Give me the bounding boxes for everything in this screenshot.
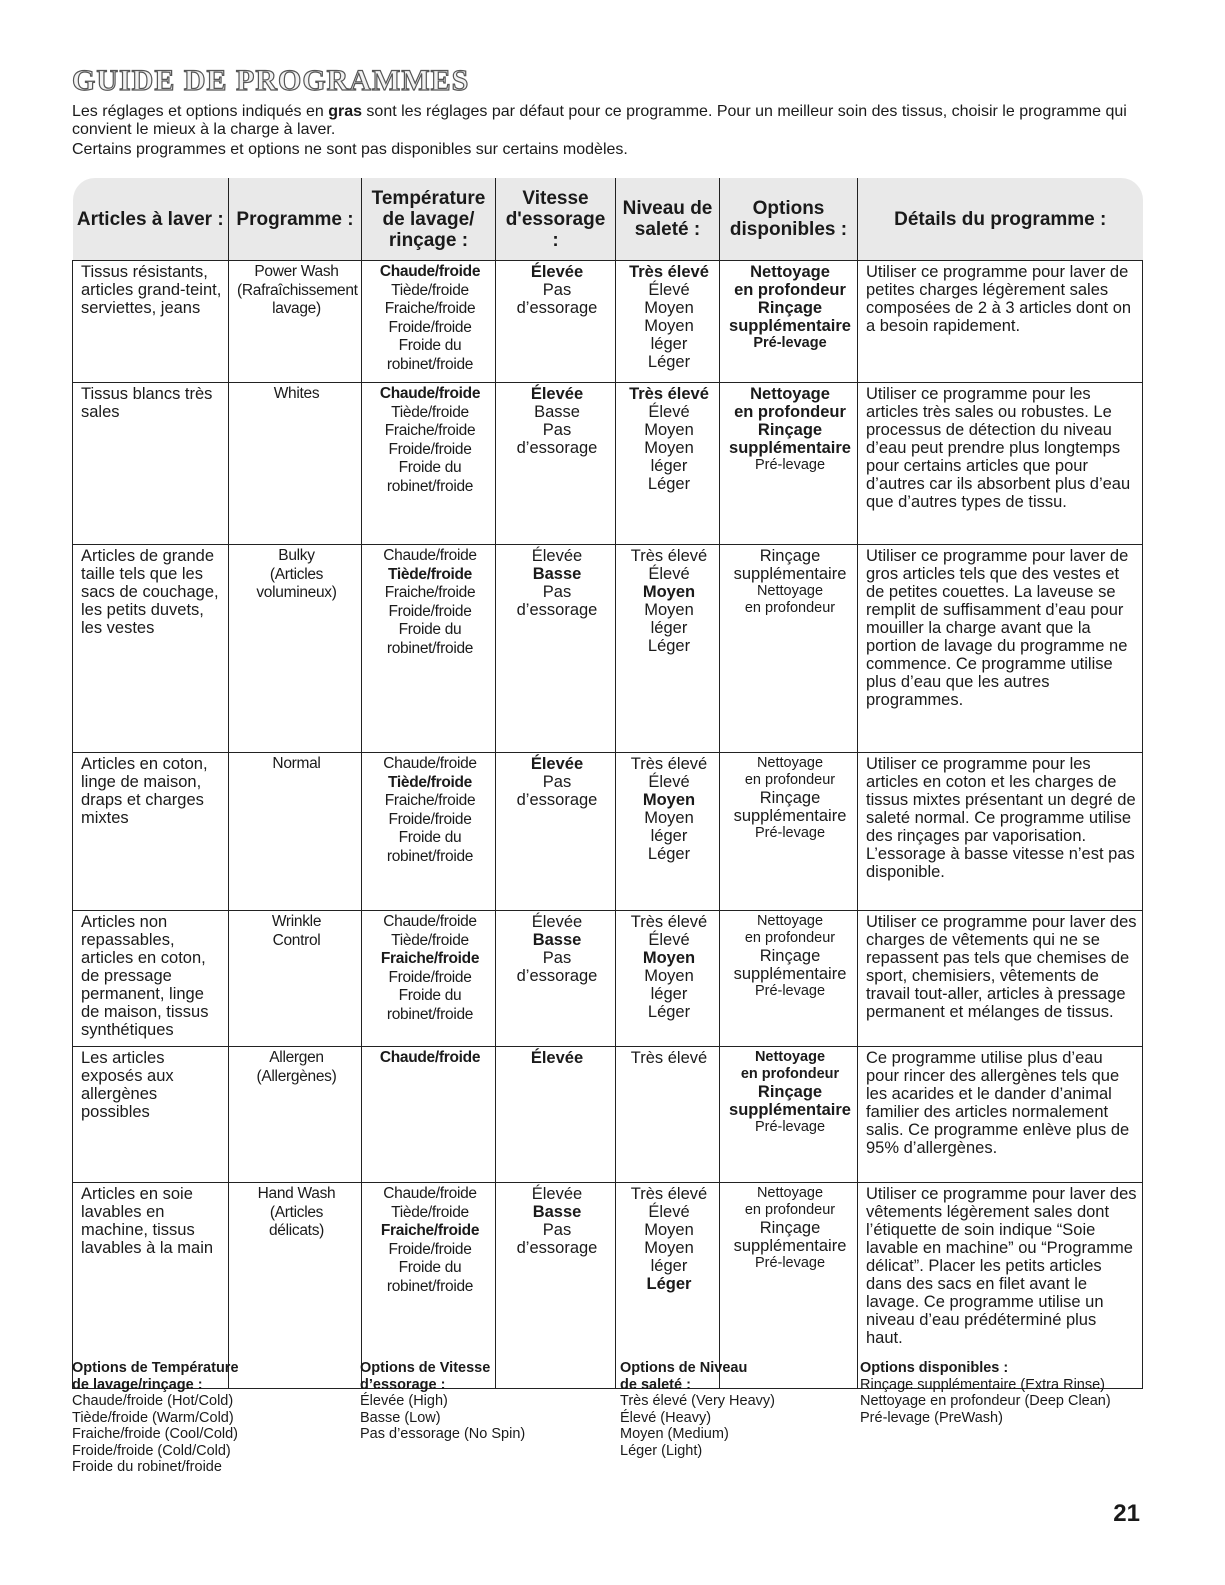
table-row — [73, 545, 1143, 753]
soil-level-cell — [616, 1183, 720, 1389]
soil-value: Très élevé — [629, 385, 709, 403]
temp-value: Tiède/froide — [391, 403, 469, 421]
options-value: Rinçage — [759, 789, 821, 807]
legend-temperature: Options de Température de lavage/rinçage : Chaude/froide (Hot/Cold) Tiède/froide (Warm/Cold) Fraiche/froide (Cool/Cold) Froide/froide (Cold/Cold) Froide du robinet/froide — [72, 1360, 239, 1475]
speed-value: Élevée — [530, 263, 584, 281]
soil-level-cell — [616, 383, 720, 545]
soil-value: Léger — [647, 353, 691, 371]
spin-speed-cell — [496, 261, 616, 383]
details-cell: Ce programme utilise plus d’eau pour rincer des allergènes tels que les acarides et le dander d’animal familier des articles normalement salis. Ce programme enlève plus de 95% d’allergènes. — [858, 1047, 1143, 1183]
speed-value: d’essorage — [516, 601, 598, 619]
options-cell — [720, 1047, 858, 1183]
temp-value: Tiède/froide — [388, 565, 472, 583]
programme-cell — [229, 545, 362, 753]
articles-cell: Tissus résistants, articles grand-teint, serviettes, jeans — [73, 261, 229, 383]
speed-value: d’essorage — [516, 1239, 598, 1257]
options-cell — [720, 545, 858, 753]
soil-value: Moyen léger — [644, 317, 694, 353]
temp-value: Froide/froide — [388, 968, 472, 986]
soil-value: Léger — [647, 1003, 691, 1021]
soil-value: Moyen — [642, 949, 696, 967]
temperature-cell — [362, 261, 496, 383]
table-row — [73, 1183, 1143, 1389]
soil-value: Élevé — [648, 931, 690, 949]
intro-text — [72, 103, 1152, 159]
temp-value: Tiède/froide — [388, 773, 472, 791]
temp-value: Fraiche/froide — [384, 792, 476, 809]
soil-level-cell — [616, 1047, 720, 1183]
temp-value: Chaude/froide — [379, 385, 481, 402]
details-cell: Utiliser ce programme pour laver des vêtements légèrement sales dont l’étiquette de soin indique “Soie lavable en machine” ou “Programme délicat”. Placer les petits articles dans des sacs en filet avant le lavage. Ce programme utilise un niveau d’eau prédéterminé plus haut. — [858, 1183, 1143, 1389]
table-row — [73, 1047, 1143, 1183]
options-value: supplémentaire — [729, 317, 851, 335]
options-value: en profondeur — [734, 281, 846, 299]
speed-value: Basse — [532, 565, 582, 583]
articles-cell: Tissus blancs très sales — [73, 383, 229, 545]
speed-value: Basse — [532, 931, 582, 949]
details-cell: Utiliser ce programme pour laver des charges de vêtements qui ne se repassent pas tels que chemises de sport, chemisiers, vêtements de travail tout-aller, articles à pressage permanent et mélanges de tissus. — [858, 911, 1143, 1047]
page-number: 21 — [1113, 1500, 1140, 1527]
soil-level-cell — [616, 911, 720, 1047]
header-soil-level: Niveau de saleté : — [616, 178, 720, 261]
articles-cell: Articles en coton, linge de maison, draps et charges mixtes — [73, 753, 229, 911]
options-value: Rinçage — [759, 547, 821, 565]
temp-value: robinet/froide — [386, 477, 474, 495]
soil-value: Très élevé — [630, 755, 708, 773]
programme-cell — [229, 1183, 362, 1389]
soil-level-cell — [616, 545, 720, 753]
details-cell: Utiliser ce programme pour les articles très sales ou robustes. Le processus de détection du niveau d’eau peut prendre plus longtemps pour certains articles que pour d’autres car ils absorbent plus d’eau que d’autres types de tissu. — [858, 383, 1143, 545]
programme-cell — [229, 753, 362, 911]
spin-speed-cell — [496, 753, 616, 911]
soil-level-cell — [616, 261, 720, 383]
legend-options: Options disponibles : Rinçage supplémentaire (Extra Rinse) Nettoyage en profondeur (Deep Clean) Pré-levage (PreWash) — [860, 1360, 1111, 1426]
header-spin-speed: Vitesse d'essorage : — [496, 178, 616, 261]
temp-value: Fraiche/froide — [380, 950, 480, 967]
soil-level-cell — [616, 753, 720, 911]
soil-value: Moyen léger — [644, 439, 694, 475]
temp-value: Fraiche/froide — [380, 1222, 480, 1239]
articles-cell: Articles de grande taille tels que les sacs de couchage, les petits duvets, les vestes — [73, 545, 229, 753]
table-row — [73, 383, 1143, 545]
options-cell — [720, 261, 858, 383]
spin-speed-cell — [496, 545, 616, 753]
articles-cell: Articles en soie lavables en machine, tissus lavables à la main — [73, 1183, 229, 1389]
speed-value: d’essorage — [516, 299, 598, 317]
soil-value: Très élevé — [630, 1185, 708, 1203]
options-value: Rinçage — [757, 299, 823, 317]
programme-cell — [229, 1047, 362, 1183]
soil-value: Élevé — [648, 403, 690, 421]
temp-value: Froide/froide — [388, 440, 472, 458]
options-value: Nettoyage — [756, 583, 824, 599]
programme-name: (Allergènes) — [256, 1067, 337, 1085]
speed-value: Pas — [542, 583, 572, 601]
table-row — [73, 911, 1143, 1047]
programme-name: délicats) — [268, 1222, 325, 1239]
options-value: Pré-levage — [753, 335, 827, 351]
soil-value: Léger — [646, 1275, 692, 1293]
temp-value: robinet/froide — [386, 847, 474, 865]
temp-value: Froide du — [398, 337, 462, 354]
temp-value: Chaude/froide — [383, 547, 477, 564]
temp-value: Froide du — [398, 621, 462, 638]
soil-value: Moyen — [644, 299, 694, 317]
programme-name: (Articles — [269, 565, 324, 583]
options-value: Rinçage — [759, 947, 821, 965]
temperature-cell — [362, 1183, 496, 1389]
soil-value: Élevé — [648, 565, 690, 583]
temperature-cell — [362, 753, 496, 911]
programme-name: Whites — [273, 385, 320, 402]
temp-value: Froide/froide — [388, 318, 472, 336]
programme-name: (Articles — [269, 1203, 324, 1221]
details-cell: Utiliser ce programme pour laver de petites charges légèrement sales composées de 2 à 3 articles dont on a besoin rapidement. — [858, 261, 1143, 383]
options-value: supplémentaire — [729, 439, 851, 457]
soil-value: Léger — [647, 637, 691, 655]
options-value: Nettoyage — [756, 1185, 824, 1201]
temp-value: Froide/froide — [388, 1240, 472, 1258]
options-value: en profondeur — [740, 1066, 840, 1082]
options-cell — [720, 753, 858, 911]
soil-value: Élevé — [648, 281, 690, 299]
options-value: supplémentaire — [729, 1101, 851, 1119]
programme-name: volumineux) — [256, 584, 337, 601]
soil-value: Moyen — [642, 583, 696, 601]
options-value: Rinçage — [759, 1219, 821, 1237]
soil-value: Moyen léger — [644, 1239, 694, 1275]
program-guide-table — [72, 178, 1143, 1389]
temp-value: Fraiche/froide — [384, 584, 476, 601]
programme-cell — [229, 911, 362, 1047]
programme-name: (Rafraîchissement — [237, 281, 358, 299]
temperature-cell — [362, 545, 496, 753]
temp-value: Froide du — [398, 829, 462, 846]
programme-name: Control — [272, 931, 321, 949]
soil-value: Léger — [647, 475, 691, 493]
options-value: Nettoyage — [756, 913, 824, 929]
programme-name: Wrinkle — [271, 913, 322, 930]
temp-value: robinet/froide — [386, 1005, 474, 1023]
legend-spin-speed: Options de Vitesse d’essorage : Élevée (High) Basse (Low) Pas d’essorage (No Spin) — [360, 1360, 526, 1442]
soil-value: Élevé — [648, 773, 690, 791]
soil-value: Moyen — [644, 1221, 694, 1239]
spin-speed-cell — [496, 1047, 616, 1183]
speed-value: Élevée — [530, 385, 584, 403]
programme-name: Bulky — [278, 547, 315, 564]
speed-value: d’essorage — [516, 439, 598, 457]
temp-value: Tiède/froide — [391, 1203, 469, 1221]
options-value: Nettoyage — [750, 385, 830, 403]
table-header-row — [73, 178, 1143, 261]
soil-value: Élevé — [648, 1203, 690, 1221]
speed-value: d’essorage — [516, 967, 598, 985]
speed-value: Basse — [534, 403, 580, 421]
legend-soil-level: Options de Niveau de saleté : Très élevé (Very Heavy) Élevé (Heavy) Moyen (Medium) Léger (Light) — [620, 1360, 775, 1459]
programme-name: Hand Wash — [257, 1185, 336, 1202]
options-value: supplémentaire — [733, 1237, 847, 1255]
temp-value: Tiède/froide — [391, 931, 469, 949]
soil-value: Très élevé — [630, 913, 708, 931]
page-title: GUIDE DE PROGRAMMES — [72, 64, 470, 97]
soil-value: Moyen léger — [644, 809, 694, 845]
spin-speed-cell — [496, 911, 616, 1047]
options-value: Nettoyage — [756, 755, 824, 771]
options-value: Rinçage — [757, 421, 823, 439]
temp-value: robinet/froide — [386, 355, 474, 373]
options-cell — [720, 383, 858, 545]
speed-value: Élevée — [531, 913, 583, 931]
speed-value: Pas — [542, 773, 572, 791]
details-cell: Utiliser ce programme pour les articles en coton et les charges de tissus mixtes présentant un degré de saleté normal. Ce programme utilise des rinçages par vaporisation. L’essorage à basse vitesse n’est pas disponible. — [858, 753, 1143, 911]
temp-value: Chaude/froide — [379, 1049, 481, 1066]
temp-value: robinet/froide — [386, 639, 474, 657]
temp-value: Tiède/froide — [391, 281, 469, 299]
options-value: Rinçage — [757, 1083, 823, 1101]
speed-value: Pas — [542, 421, 572, 439]
table-row — [73, 753, 1143, 911]
options-value: Pré-levage — [754, 1255, 826, 1271]
programme-name: Normal — [272, 755, 321, 772]
header-articles: Articles à laver : — [73, 178, 229, 261]
soil-value: Moyen léger — [644, 967, 694, 1003]
temp-value: Chaude/froide — [383, 913, 477, 930]
options-value: en profondeur — [744, 930, 836, 946]
programme-name: Power Wash — [254, 263, 339, 280]
soil-value: Léger — [647, 845, 691, 863]
options-value: Nettoyage — [754, 1049, 826, 1065]
temp-value: robinet/froide — [386, 1277, 474, 1295]
speed-value: Pas — [542, 281, 572, 299]
temperature-cell — [362, 911, 496, 1047]
soil-value: Moyen — [642, 791, 696, 809]
intro-line-2: Certains programmes et options ne sont pas disponibles sur certains modèles. — [72, 141, 628, 158]
temp-value: Froide du — [398, 459, 462, 476]
options-value: supplémentaire — [733, 807, 847, 825]
articles-cell: Les articles exposés aux allergènes possibles — [73, 1047, 229, 1183]
options-value: en profondeur — [734, 403, 846, 421]
soil-value: Moyen — [644, 421, 694, 439]
header-options: Options disponibles : — [720, 178, 858, 261]
speed-value: Élevée — [530, 1049, 584, 1067]
soil-value: Moyen léger — [644, 601, 694, 637]
details-cell: Utiliser ce programme pour laver de gros articles tels que des vestes et de petites couettes. La laveuse se remplit de suffisamment d’eau pour mouiller la charge avant que la portion de lavage du programme ne commence. Ce programme utilise plus d’eau que les autres programmes. — [858, 545, 1143, 753]
options-value: Nettoyage — [750, 263, 830, 281]
speed-value: d’essorage — [516, 791, 598, 809]
soil-value: Très élevé — [630, 547, 708, 565]
temperature-cell — [362, 1047, 496, 1183]
speed-value: Élevée — [530, 755, 584, 773]
header-temperature: Température de lavage/ rinçage : — [362, 178, 496, 261]
soil-value: Très élevé — [629, 263, 709, 281]
options-value: en profondeur — [744, 772, 836, 788]
header-details: Détails du programme : — [858, 178, 1143, 261]
options-value: supplémentaire — [733, 965, 847, 983]
temp-value: Fraiche/froide — [384, 300, 476, 317]
options-cell — [720, 1183, 858, 1389]
speed-value: Pas — [542, 949, 572, 967]
temperature-cell — [362, 383, 496, 545]
temp-value: Froide/froide — [388, 810, 472, 828]
options-cell — [720, 911, 858, 1047]
intro-line-1: Les réglages et options indiqués en gras sont les réglages par défaut pour ce programme. Pour un meilleur soin des tissus, choisir le programme qui convient le mieux à la charge à laver. — [72, 103, 1127, 138]
options-value: Pré-levage — [754, 983, 826, 999]
speed-value: Élevée — [531, 1185, 583, 1203]
articles-cell: Articles non repassables, articles en coton, de pressage permanent, linge de maison, tissus synthétiques — [73, 911, 229, 1047]
header-programme: Programme : — [229, 178, 362, 261]
options-value: en profondeur — [744, 600, 836, 616]
spin-speed-cell — [496, 383, 616, 545]
temp-value: Chaude/froide — [383, 755, 477, 772]
speed-value: Pas — [542, 1221, 572, 1239]
temp-value: Froide du — [398, 987, 462, 1004]
programme-name: lavage) — [272, 300, 321, 317]
spin-speed-cell — [496, 1183, 616, 1389]
options-value: Pré-levage — [754, 457, 826, 473]
temp-value: Fraiche/froide — [384, 422, 476, 439]
speed-value: Élevée — [531, 547, 583, 565]
temp-value: Froide/froide — [388, 602, 472, 620]
options-value: en profondeur — [744, 1202, 836, 1218]
temp-value: Froide du — [398, 1259, 462, 1276]
table-row — [73, 261, 1143, 383]
options-value: supplémentaire — [733, 565, 847, 583]
programme-cell — [229, 383, 362, 545]
soil-value: Très élevé — [630, 1049, 708, 1067]
programme-name: Allergen — [269, 1049, 324, 1066]
programme-cell — [229, 261, 362, 383]
temp-value: Chaude/froide — [379, 263, 481, 280]
speed-value: Basse — [532, 1203, 582, 1221]
options-value: Pré-levage — [754, 825, 826, 841]
temp-value: Chaude/froide — [383, 1185, 477, 1202]
options-value: Pré-levage — [754, 1119, 826, 1135]
